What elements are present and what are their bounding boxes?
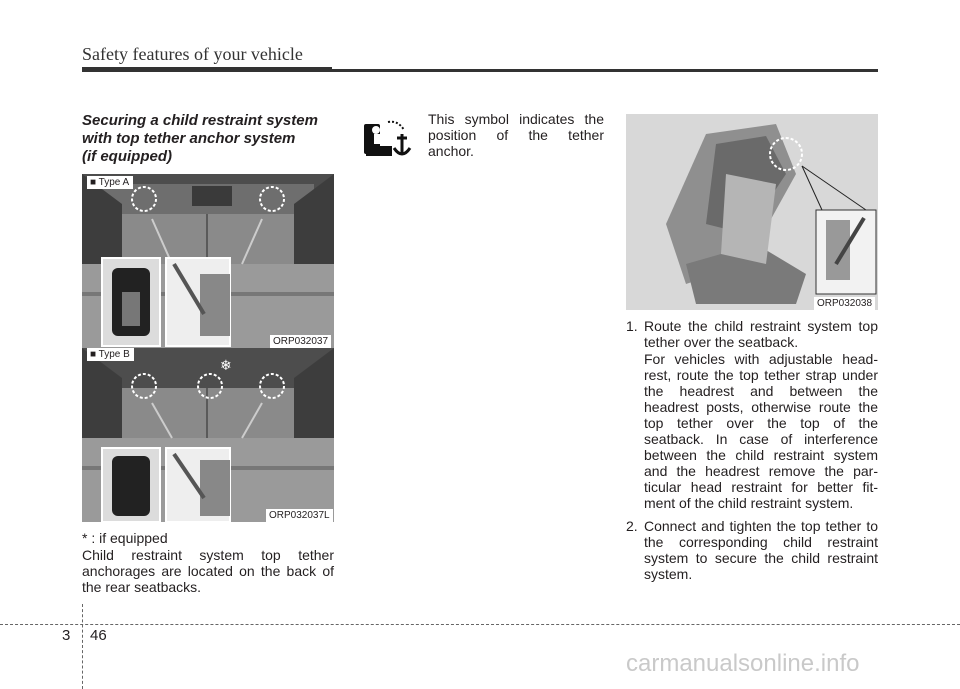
figure-type-b xyxy=(82,348,334,522)
seat-figure-code: ORP032038 xyxy=(814,297,875,310)
step-2-text: Connect and tighten the top tether to the corresponding child restraint system to secure the child restraint system. xyxy=(644,518,878,582)
step-2-number: 2. xyxy=(626,518,638,534)
footer-divider xyxy=(82,604,83,689)
type-a-label: ■ Type A xyxy=(87,176,133,189)
type-b-code: ORP032037L xyxy=(266,509,333,522)
type-b-label: ■ Type B xyxy=(87,348,134,361)
footer-rule xyxy=(0,624,960,625)
svg-text:❄: ❄ xyxy=(220,358,232,374)
section-heading xyxy=(82,112,352,166)
step-1-note: For vehicles with adjustable head-rest, route the top tether strap under the headrest and between the headrest posts, otherwise route the top tether over the top of the seatback. In case of interference between the child restraint system and the headrest remove the par-ticular head restraint for better fit-ment of the child restraint system. xyxy=(644,351,878,511)
chapter-number: 3 xyxy=(62,627,71,644)
heading-line-2: with top tether anchor system xyxy=(82,130,296,147)
type-a-code: ORP032037 xyxy=(270,335,331,348)
page-number: 46 xyxy=(90,627,107,644)
watermark: carmanualsonline.info xyxy=(626,650,860,677)
header-rule-accent xyxy=(82,67,332,72)
anchorage-description: Child restraint system top tether anchorages are located on the back of the rear seatbacks. xyxy=(82,547,334,595)
heading-line-1: Securing a child restraint system xyxy=(82,112,318,129)
figure-child-seat xyxy=(626,114,878,310)
symbol-description: This symbol indicates the position of the tether anchor. xyxy=(428,111,604,159)
if-equipped-note: * : if equipped xyxy=(82,530,168,546)
step-1-text: Route the child restraint system top tether over the seatback. xyxy=(644,318,878,350)
child-seat-anchor-icon xyxy=(362,116,412,162)
page-header-title: Safety features of your vehicle xyxy=(82,44,303,64)
figure-type-a xyxy=(82,174,334,348)
heading-line-3: (if equipped) xyxy=(82,148,172,165)
step-1-number: 1. xyxy=(626,318,638,334)
